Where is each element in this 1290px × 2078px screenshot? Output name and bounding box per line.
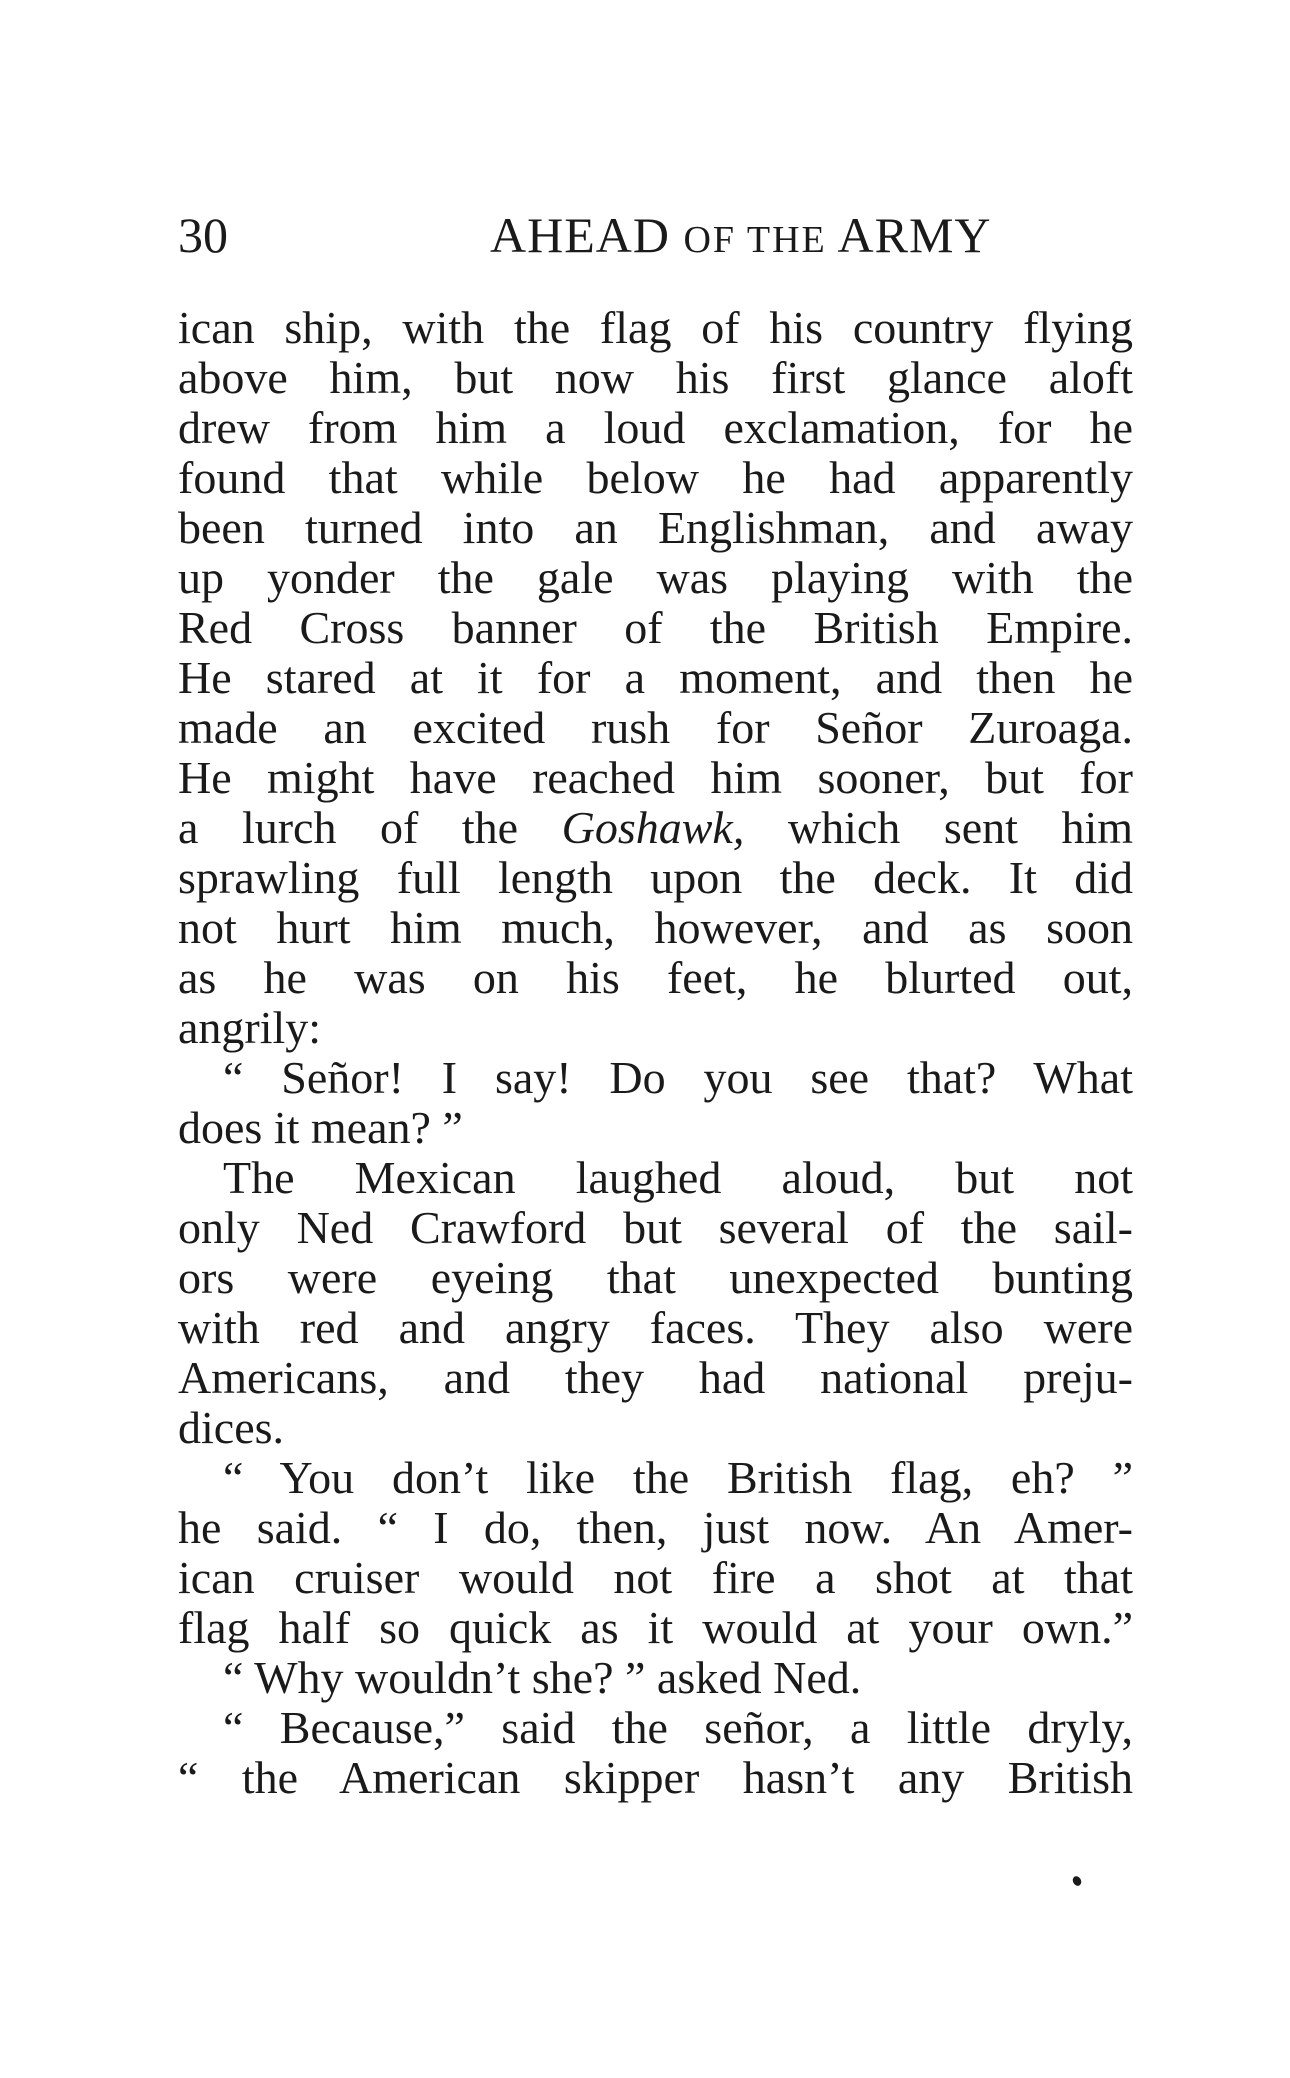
printer-mark [1071, 1875, 1083, 1888]
text-line: flag half so quick as it would at your own.” [178, 1602, 1133, 1653]
text-line: dices. [178, 1402, 285, 1453]
text-line: up yonder the gale was playing with the [178, 552, 1133, 603]
ship-name-italic: Goshawk, [561, 802, 745, 853]
text-line: found that while below he had apparently [178, 452, 1133, 503]
text-line: “ Because,” said the señor, a little dryly, [223, 1702, 1133, 1753]
text-line: “ Why wouldn’t she? ” asked Ned. [223, 1652, 862, 1703]
text-line: as he was on his feet, he blurted out, [178, 952, 1133, 1003]
text-line: “ the American skipper hasn’t any British [178, 1752, 1133, 1803]
text-line: sprawling full length upon the deck. It did [178, 852, 1133, 903]
text-line: Red Cross banner of the British Empire. [178, 602, 1133, 653]
text-line: does it mean? ” [178, 1102, 463, 1153]
text-line: made an excited rush for Señor Zuroaga. [178, 702, 1133, 753]
running-head-ahead: AHEAD [490, 207, 670, 263]
text-line: The Mexican laughed aloud, but not [223, 1152, 1133, 1203]
page-number: 30 [178, 207, 228, 263]
running-head-army: ARMY [837, 207, 992, 263]
text-line: not hurt him much, however, and as soon [178, 902, 1133, 953]
text-line: above him, but now his first glance aloft [178, 352, 1133, 403]
running-head-of-the: OF THE [683, 219, 827, 261]
text-line: with red and angry faces. They also were [178, 1302, 1133, 1353]
text-fragment: a lurch of the [178, 802, 519, 853]
text-line: ican ship, with the flag of his country flying [178, 302, 1133, 353]
text-line [178, 803, 1133, 853]
text-line: He might have reached him sooner, but for [178, 752, 1133, 803]
text-fragment: which sent him [787, 802, 1134, 853]
text-line: ors were eyeing that unexpected bunting [178, 1252, 1133, 1303]
text-line: he said. “ I do, then, just now. An Amer- [178, 1502, 1133, 1553]
text-line: Americans, and they had national preju- [178, 1352, 1133, 1403]
text-line: “ Señor! I say! Do you see that? What [223, 1052, 1133, 1103]
body-text [178, 303, 1133, 1803]
text-line: been turned into an Englishman, and away [178, 502, 1133, 553]
text-line: “ You don’t like the British flag, eh? ” [223, 1452, 1133, 1503]
text-line: drew from him a loud exclamation, for he [178, 402, 1133, 453]
text-line: He stared at it for a moment, and then he [178, 652, 1133, 703]
text-line: only Ned Crawford but several of the sail- [178, 1202, 1133, 1253]
text-line: angrily: [178, 1002, 322, 1053]
running-head [490, 205, 992, 270]
text-line: ican cruiser would not fire a shot at that [178, 1552, 1133, 1603]
